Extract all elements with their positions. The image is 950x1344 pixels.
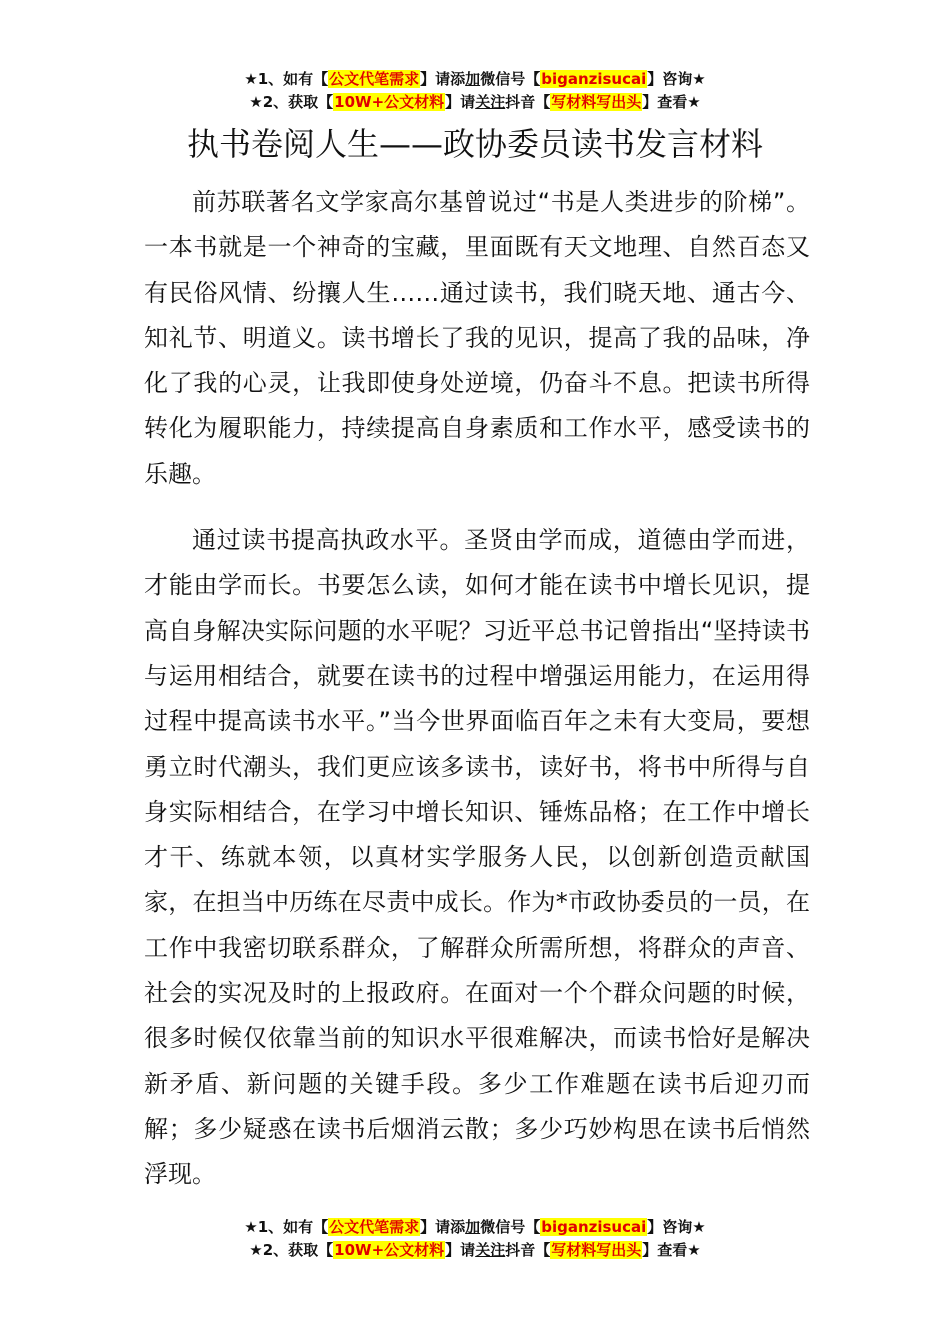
promo-highlight: 公文代笔需求: [329, 1218, 420, 1236]
promo-line-1: [0, 1216, 950, 1239]
promo-text: 】咨询: [647, 70, 693, 88]
paragraph: 通过读书提高执政水平。圣贤由学而成，道德由学而进，才能由学而长。书要怎么读，如何才能在读书中增长见识，提高自身解决实际问题的水平呢？习近平总书记曾指出“坚持读书与运用相结合，就要在读书的过程中增强运用能力，在运用得过程中提高读书水平。”当今世界面临百年之未有大变局，要想勇立时代潮头，我们更应该多读书，读好书，将书中所得与自身实际相结合，在学习中增长知识、锤炼品格；在工作中增长才干、练就本领，以真材实学服务人民，以创新创造贡献国家，在担当中历练在尽责中成长。作为*市政协委员的一员，在工作中我密切联系群众，了解群众所需所想，将群众的声音、社会的实况及时的上报政府。在面对一个个群众问题的时候，很多时候仅依靠当前的知识水平很难解决，而读书恰好是解决新矛盾、新问题的关键手段。多少工作难题在读书后迎刃而解；多少疑惑在读书后烟消云散；多少巧妙构思在读书后悄然浮现。: [144, 526, 810, 1189]
promo-highlight: 10W+公文材料: [334, 1241, 445, 1259]
promo-text: 1、如有【: [257, 1218, 329, 1236]
star-icon: ★: [687, 1241, 701, 1259]
wechat-id-highlight: biganzisucai: [541, 70, 647, 88]
promo-text: 】请: [445, 93, 476, 111]
star-icon: ★: [692, 70, 706, 88]
promo-underlined: 加: [465, 1218, 481, 1236]
promo-line-2: [0, 91, 950, 114]
promo-text: 】请添: [420, 1218, 466, 1236]
promo-text: 】查看: [642, 93, 688, 111]
promo-text: 抖音【: [505, 93, 551, 111]
douyin-highlight: 写材料写出头: [551, 93, 642, 111]
promo-text: 2、获取【: [262, 93, 334, 111]
promo-text: 】查看: [642, 1241, 688, 1259]
document-body: [144, 180, 810, 1198]
promo-underlined: 加: [465, 70, 481, 88]
promo-line-1: [0, 68, 950, 91]
promo-underlined: 关注: [475, 93, 506, 111]
star-icon: ★: [244, 70, 258, 88]
promo-text: 】请: [445, 1241, 476, 1259]
douyin-highlight: 写材料写出头: [551, 1241, 642, 1259]
promo-text: 1、如有【: [257, 70, 329, 88]
promo-text: 】请添: [420, 70, 466, 88]
promo-text: 抖音【: [505, 1241, 551, 1259]
wechat-id-highlight: biganzisucai: [541, 1218, 647, 1236]
promo-text: 2、获取【: [262, 1241, 334, 1259]
promo-text: 】咨询: [647, 1218, 693, 1236]
promo-highlight: 公文代笔需求: [329, 70, 420, 88]
star-icon: ★: [692, 1218, 706, 1236]
promo-text: 微信号【: [480, 1218, 541, 1236]
promo-highlight: 10W+公文材料: [334, 93, 445, 111]
footer-promo-banner: [0, 1216, 950, 1262]
star-icon: ★: [244, 1218, 258, 1236]
promo-line-2: [0, 1239, 950, 1262]
star-icon: ★: [249, 93, 263, 111]
paragraph: 前苏联著名文学家高尔基曾说过“书是人类进步的阶梯”。一本书就是一个神奇的宝藏，里面既有天文地理、自然百态又有民俗风情、纷攘人生……通过读书，我们晓天地、通古今、知礼节、明道义。读书增长了我的见识，提高了我的品味，净化了我的心灵，让我即使身处逆境，仍奋斗不息。把读书所得转化为履职能力，持续提高自身素质和工作水平，感受读书的乐趣。: [144, 188, 810, 488]
promo-underlined: 关注: [475, 1241, 506, 1259]
star-icon: ★: [687, 93, 701, 111]
header-promo-banner: [0, 68, 950, 114]
promo-text: 微信号【: [480, 70, 541, 88]
star-icon: ★: [249, 1241, 263, 1259]
document-title: 执书卷阅人生——政协委员读书发言材料: [186, 125, 763, 163]
